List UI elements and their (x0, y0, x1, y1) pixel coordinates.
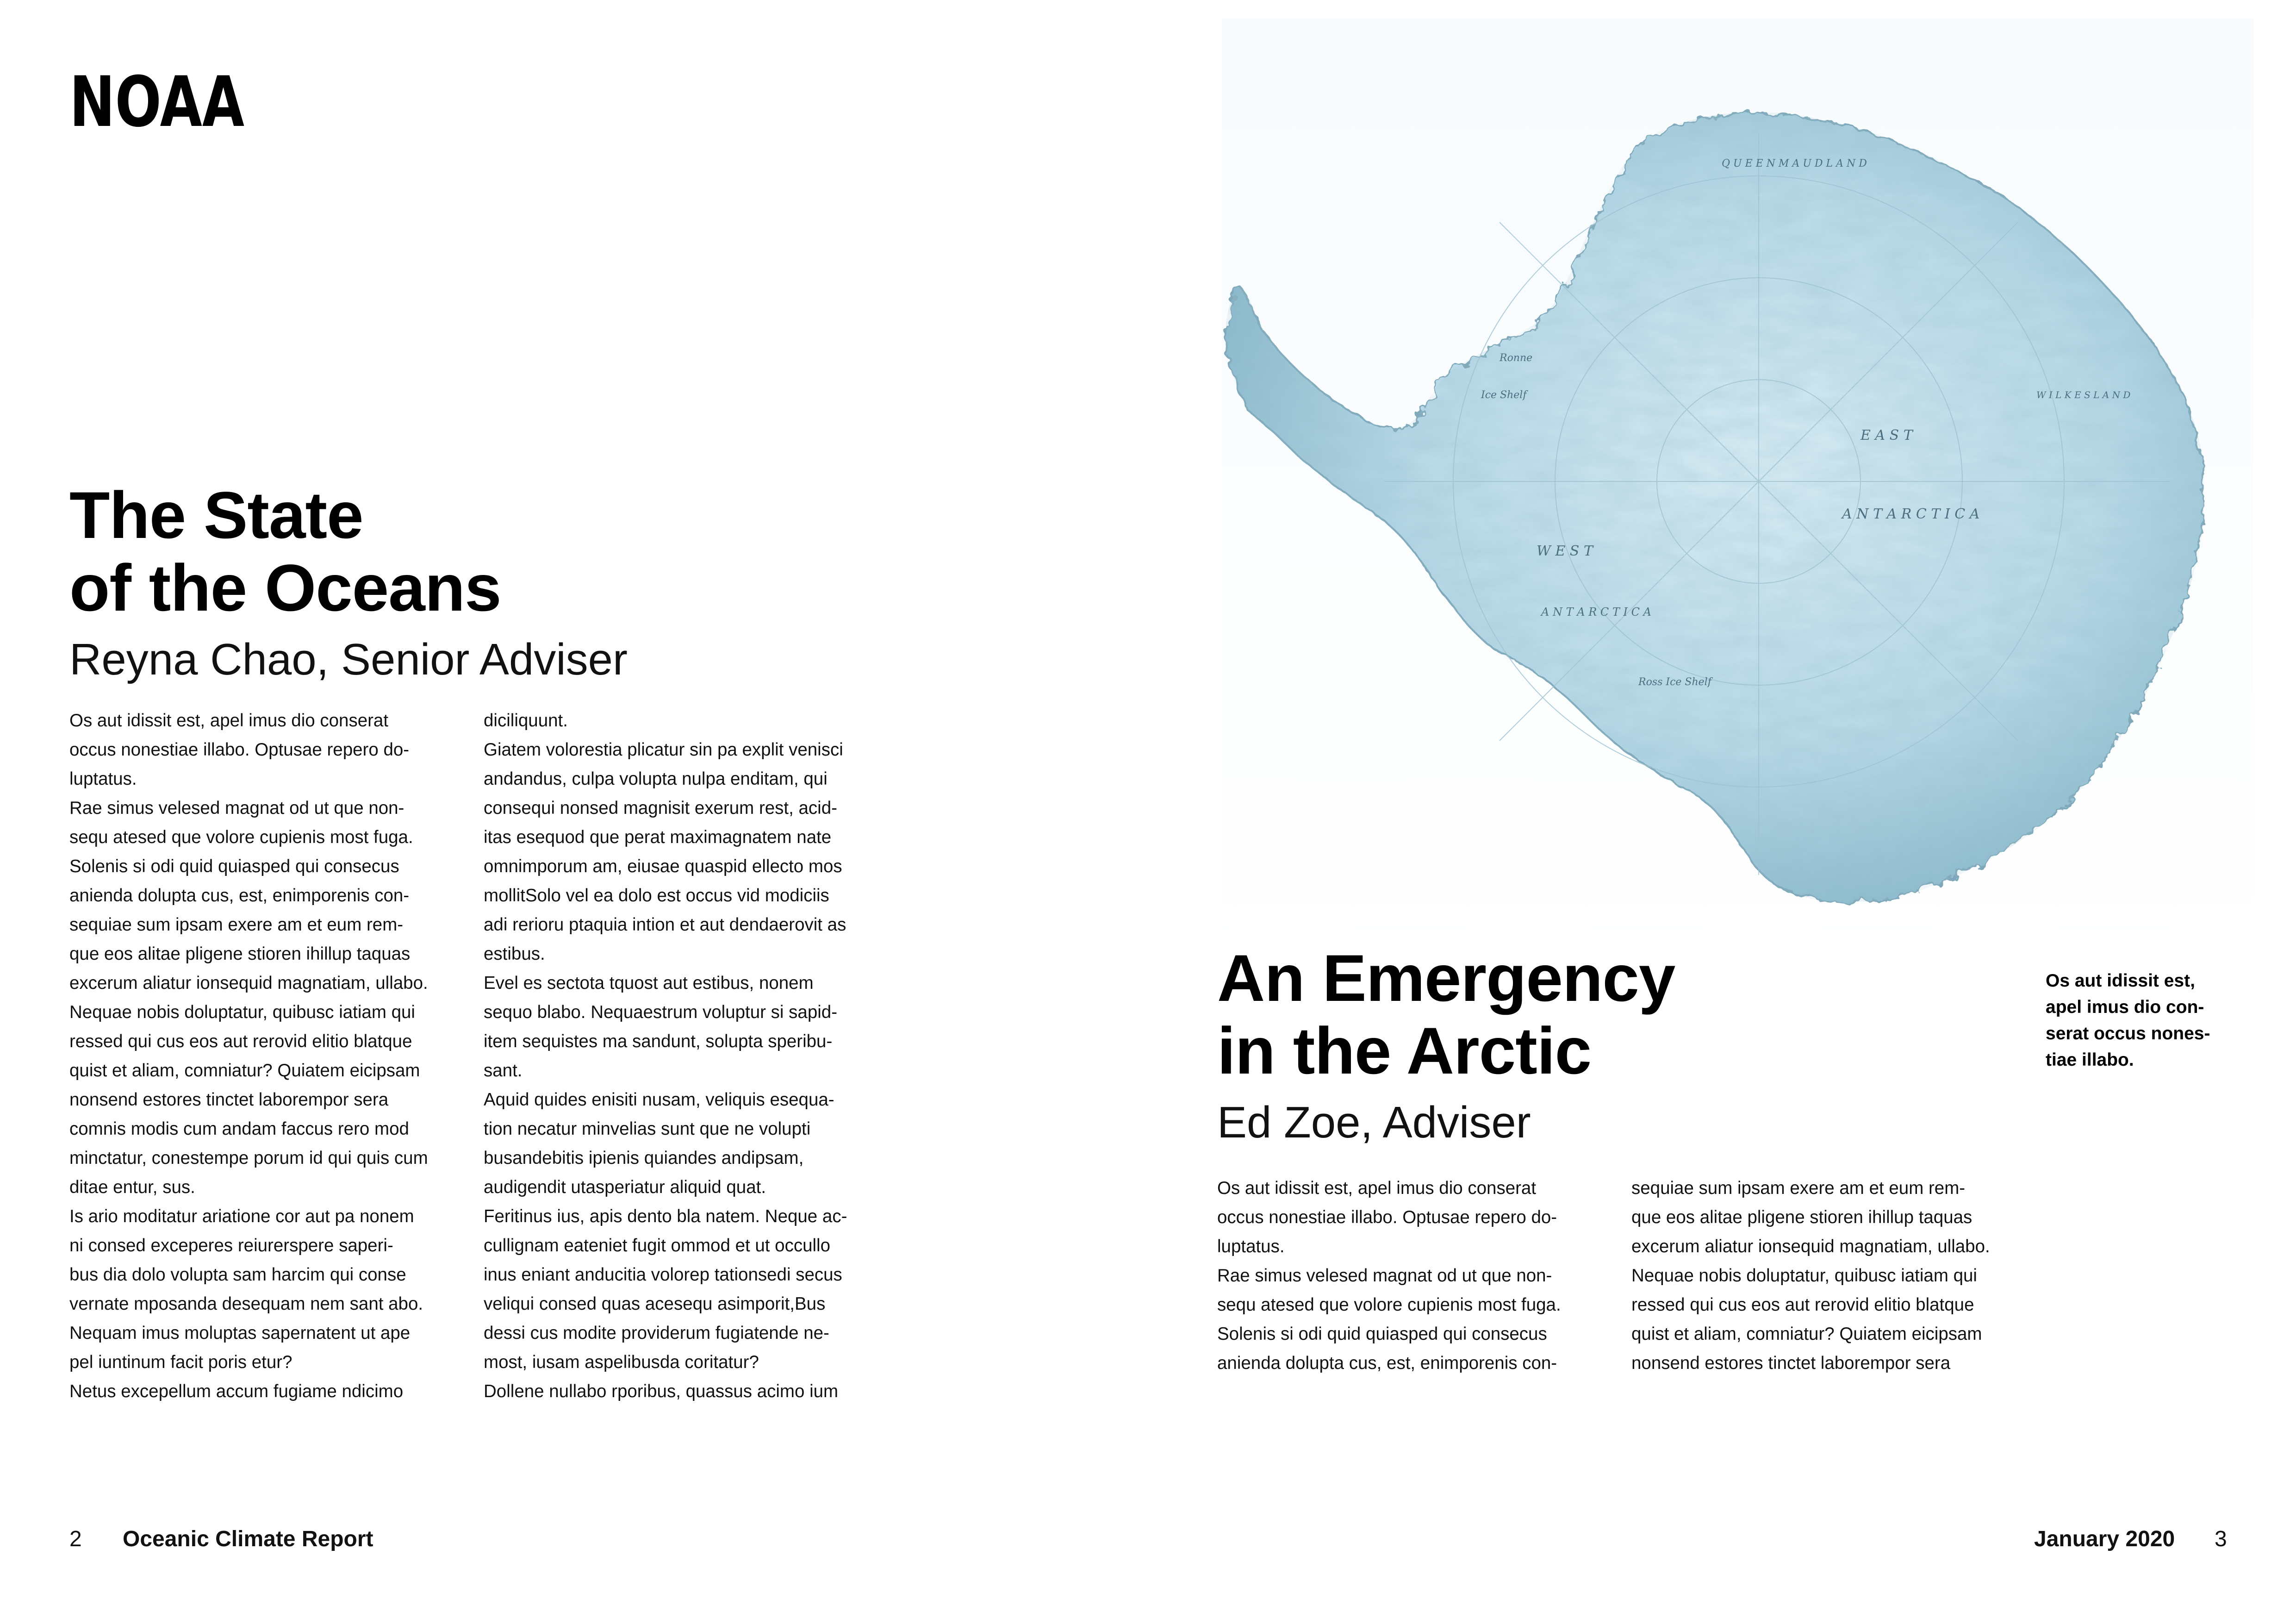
right-page-number: 3 (2215, 1527, 2227, 1551)
body-text-line: luptatus. (69, 769, 137, 789)
body-text-line: consequi nonsed magnisit exerum rest, acid- (484, 798, 837, 818)
right-article-byline: Ed Zoe, Adviser (1217, 1098, 1531, 1147)
body-text-line: Os aut idissit est, apel imus dio conserat (1217, 1178, 1537, 1198)
noaa-logo-text: NOAA (69, 62, 244, 143)
body-text-line: Aquid quides enisiti nusam, veliquis esequa- (484, 1090, 834, 1110)
body-text-line: mollitSolo vel ea dolo est occus vid modiciis (484, 886, 829, 906)
body-text-line: sequ atesed que volore cupienis most fuga. (1217, 1295, 1561, 1315)
body-text-line: bus dia dolo volupta sam harcim qui conse (69, 1265, 406, 1285)
left-title-line-2: of the Oceans (69, 551, 501, 625)
label-ice-shelf-west: Ice Shelf (1481, 389, 1527, 401)
left-article-column-2 (484, 706, 847, 1406)
body-text-line: item sequistes ma sandunt, solupta speribu- (484, 1031, 833, 1051)
body-text-line: Nequae nobis doluptatur, quibusc iatiam qui (1631, 1266, 1977, 1286)
body-text-line: Giatem volorestia plicatur sin pa explit venisci (484, 740, 843, 760)
body-text-line: Solenis si odi quid quiasped qui consecus (69, 856, 399, 876)
body-text-line: most, iusam aspelibusda coritatur? (484, 1352, 759, 1372)
noaa-logo (69, 62, 245, 143)
body-text-line: sant. (484, 1061, 523, 1081)
pull-quote (2046, 968, 2210, 1073)
body-text-line: Rae simus velesed magnat od ut que non- (69, 798, 404, 818)
body-text-line: comnis modis cum andam faccus rero mod (69, 1119, 409, 1139)
antarctica-map-image (1222, 19, 2254, 991)
body-text-line: minctatur, conestempe porum id qui quis cum (69, 1148, 428, 1168)
body-text-line: sequiae sum ipsam exere am et eum rem- (69, 915, 404, 935)
body-text-line: estibus. (484, 944, 545, 964)
body-text-line: excerum aliatur ionsequid magnatiam, ullabo. (1631, 1237, 1990, 1256)
body-text-line: ditae entur, sus. (69, 1177, 195, 1197)
body-text-line: itas esequod que perat maximagnatem nate (484, 827, 832, 847)
body-text-line: diciliquunt. (484, 711, 568, 731)
label-ross-ice-shelf: Ross Ice Shelf (1638, 676, 1711, 688)
body-text-line: adi rerioru ptaquia intion et aut dendaerovit as (484, 915, 846, 935)
body-text-line: vernate mposanda desequam nem sant abo. (69, 1294, 423, 1314)
right-article-column-1 (1217, 1174, 1561, 1378)
body-text-line: anienda dolupta cus, est, enimporenis con- (1217, 1353, 1557, 1373)
body-text-line: Feritinus ius, apis dento bla natem. Neque ac- (484, 1206, 847, 1226)
right-article-column-2 (1631, 1174, 1990, 1378)
body-text-line: Nequae nobis doluptatur, quibusc iatiam qui (69, 1002, 415, 1022)
body-text-line: pel iuntinum facit poris etur? (69, 1352, 292, 1372)
body-text-line: quist et aliam, comniatur? Quiatem eicipsam (1631, 1324, 1982, 1344)
body-text-line: Netus excepellum accum fugiame ndicimo (69, 1381, 404, 1401)
body-text-line: dessi cus modite providerum fugiatende ne- (484, 1323, 829, 1343)
body-text-line: Dollene nullabo rporibus, quassus acimo ium (484, 1381, 839, 1401)
body-text-line: audigendit utasperiatur aliquid quat. (484, 1177, 766, 1197)
body-text-line: ressed qui cus eos aut rerovid elitio blatque (69, 1031, 412, 1051)
body-text-line: luptatus. (1217, 1237, 1285, 1256)
body-text-line: Nequam imus moluptas sapernatent ut ape (69, 1323, 411, 1343)
body-text-line: Evel es sectota tquost aut estibus, nonem (484, 973, 814, 993)
body-text-line: Os aut idissit est, apel imus dio conserat (69, 711, 389, 731)
left-title-line-1: The State (69, 479, 363, 552)
issue-date: January 2020 (2034, 1527, 2175, 1551)
body-text-line: andandus, culpa volupta nulpa enditam, qui (484, 769, 828, 789)
body-text-line: omnimporum am, eiusae quaspid ellecto mos (484, 856, 842, 876)
label-queen-maud: Q U E E N M A U D L A N D (1722, 158, 1867, 169)
body-text-line: inus eniant anducitia volorep tationsedi secus (484, 1265, 842, 1285)
right-title-line-1: An Emergency (1217, 942, 1675, 1015)
body-text-line: tion necatur minvelias sunt que ne volupti (484, 1119, 811, 1139)
left-article-byline: Reyna Chao, Senior Adviser (69, 635, 628, 684)
right-title-line-2: in the Arctic (1217, 1014, 1592, 1088)
left-article-title (69, 479, 501, 625)
body-text-line: excerum aliatur ionsequid magnatiam, ullabo. (69, 973, 428, 993)
pull-quote-line: tiae illabo. (2046, 1050, 2134, 1070)
label-west: W E S T (1537, 543, 1593, 559)
body-text-line: sequiae sum ipsam exere am et eum rem- (1631, 1178, 1966, 1198)
body-text-line: que eos alitae pligene stioren ihillup taquas (1631, 1207, 1972, 1227)
body-text-line: occus nonestiae illabo. Optusae repero do- (1217, 1207, 1557, 1227)
body-text-line: nonsend estores tinctet laborempor sera (69, 1090, 389, 1110)
body-text-line: sequ atesed que volore cupienis most fuga. (69, 827, 413, 847)
body-text-line: sequo blabo. Nequaestrum voluptur si sapid- (484, 1002, 838, 1022)
body-text-line: Solenis si odi quid quiasped qui consecus (1217, 1324, 1547, 1344)
body-text-line: Rae simus velesed magnat od ut que non- (1217, 1266, 1552, 1286)
label-wilkes: W I L K E S L A N D (2036, 389, 2131, 400)
pull-quote-line: Os aut idissit est, (2046, 971, 2195, 991)
body-text-line: ni consed exceperes reiurerspere saperi- (69, 1236, 393, 1255)
body-text-line: cullignam eateniet fugit ommod et ut occullo (484, 1236, 831, 1255)
body-text-line: occus nonestiae illabo. Optusae repero do- (69, 740, 410, 760)
body-text-line: quist et aliam, comniatur? Quiatem eicipsam (69, 1061, 420, 1081)
label-antarctica-east: A N T A R C T I C A (1842, 506, 1980, 522)
label-east: E A S T (1860, 427, 1913, 443)
label-antarctica-west: A N T A R C T I C A (1541, 606, 1651, 618)
right-article-title (1217, 942, 1675, 1087)
body-text-line: que eos alitae pligene stioren ihillup taquas (69, 944, 411, 964)
pull-quote-line: serat occus nones- (2046, 1024, 2210, 1043)
body-text-line: veliqui consed quas acesequ asimporit,Bus (484, 1294, 826, 1314)
body-text-line: busandebitis ipienis quiandes andipsam, (484, 1148, 804, 1168)
body-text-line: Is ario moditatur ariatione cor aut pa nonem (69, 1206, 414, 1226)
label-ronne: Ronne (1500, 352, 1533, 364)
left-article-column-1 (69, 706, 428, 1406)
body-text-line: anienda dolupta cus, est, enimporenis con- (69, 886, 410, 906)
publication-name: Oceanic Climate Report (123, 1527, 373, 1551)
body-text-line: nonsend estores tinctet laborempor sera (1631, 1353, 1951, 1373)
pull-quote-line: apel imus dio con- (2046, 997, 2204, 1017)
body-text-line: ressed qui cus eos aut rerovid elitio blatque (1631, 1295, 1974, 1315)
left-page-number: 2 (69, 1527, 82, 1551)
